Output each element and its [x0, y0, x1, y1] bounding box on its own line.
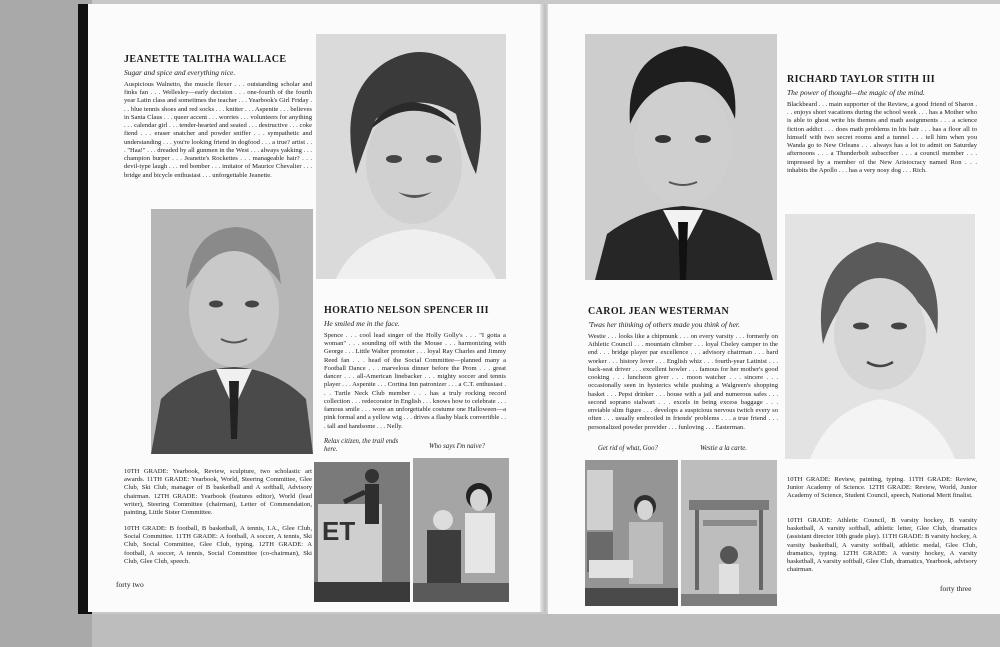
richard-name: RICHARD TAYLOR STITH III	[787, 74, 936, 85]
horatio-activities	[124, 525, 312, 566]
candid-photo-a-la-carte	[681, 460, 777, 606]
left-page	[88, 4, 543, 612]
jeanette-name: JEANETTE TALITHA WALLACE	[124, 54, 287, 65]
richard-bio: Blackbeard . . . main supporter of the Review, a good friend of Sharon . . . enjoys short vacations during the school week . . . has a Mother who is able to ghost write his themes and math assignments . . . a science fiction addict . . . does math problems in his hair . . . has a floor all to himself with two secret rooms and a tunnel . . . tell him when you Wanda go to New Orleans . . . always has a lot to admit on Saturday afternoons . . . a Thunderbolt subscriber . . . a council member . . . impressed by a member of the New Aristocracy named Ron . . . inhabits the Apollo . . . has a very nosy dog . . . Rich.	[787, 101, 977, 174]
jeanette-portrait-art	[316, 34, 506, 279]
jeanette-activities	[124, 468, 312, 517]
richard-activities	[787, 476, 977, 501]
richard-motto: The power of thought—the magic of the mind.	[787, 88, 925, 97]
page-number-right: forty three	[940, 584, 972, 593]
horatio-motto: He smiled me in the face.	[324, 319, 400, 328]
carol-portrait-art	[785, 214, 975, 459]
carol-motto: 'Twas her thinking of others made you think of her.	[588, 320, 740, 329]
candid-a-la-carte-art	[681, 460, 777, 606]
horatio-entry	[324, 305, 506, 431]
jeanette-motto: Sugar and spice and everything nice.	[124, 68, 236, 77]
horatio-name: HORATIO NELSON SPENCER III	[324, 305, 489, 316]
caption-a-la-carte: Westie a la carte.	[700, 445, 747, 452]
carol-activities	[787, 517, 977, 575]
richard-portrait	[585, 34, 777, 280]
jeanette-entry	[124, 54, 312, 180]
horatio-bio: Spence . . . cool lead singer of the Holly Golly's . . . "I gotta a woman" . . . sounding off with the Mouse . . . harmonizing with George . . . Little Walter promoter . . . loyal Ray Charles and Jimmy Reed fan . . . head of the Social Committee—planned many a Football Dance . . . marvelous dinner before the Prom . . . great dancer . . . all-American linebacker . . . mighty soccer and tennis player . . . Aspenite . . . Cortina Inn patronizer . . . a C.T. enthusiast . . . Turtle Neck Club member . . . has a truly rocking record collection . . . redecorator in English . . . knows how to celebrate . . . famous smile . . . wore an unforgettable costume one Halloween—a pink formal and a yellow wig . . . drives a flashy black convertible . . . tall and handsome . . . Nelly.	[324, 332, 506, 430]
candid-photo-trail	[314, 462, 410, 602]
candid-get-rid-art	[585, 460, 678, 606]
caption-trail-ends: Relax citizen, the trail ends here.	[324, 438, 399, 454]
richard-portrait-art	[585, 34, 777, 280]
jeanette-bio: Auspicious Walnetto, the muscle flexer . . . outstanding scholar and finks fan . . . Wellesley—early decision . . . one-fourth of the fourth year Latin class and sometimes the teacher . . . Yearbook's Girl Friday . . . blue tennis shoes and red socks . . . knitter . . . Aspenite . . . believes in Santa Claus . . . queer accent . . . worries . . . volunteers for anything . . . calendar girl . . . tender-hearted and seated . . . destructive . . . coke fiend . . . eraser snatcher and powder sniffer . . . sympathetic and understanding . . . you're looking friend in dogfood . . . a true? artist . . . "Haa!" . . . dreaded by all gunmen in the West . . . always yakking . . . champion burper . . . Jeanette's Rockettes . . . manageable hair? . . . devil-type laugh . . . red bomber . . . imitator of Maurice Chevalier . . . bridge and bicycle enthusiast . . . unforgettable Jeanette.	[124, 81, 312, 179]
caption-naive: Who says I'm naive?	[429, 443, 486, 450]
carol-activities-text: 10TH GRADE: Athletic Council, B varsity hockey, B varsity basketball, A varsity softball, athletic letter, Glee Club, dramatics (assistant director 10th grade play). 11TH GRADE: B varsity hockey, A varsity basketball, A varsity softball, athletic medal, Glee Club, dramatics, typing. 12TH GRADE: A varsity hockey, A varsity basketball, A varsity softball, Glee Club, dramatics, Yearbook, advisory chairman.	[787, 517, 977, 574]
carol-name: CAROL JEAN WESTERMAN	[588, 306, 730, 317]
candid-photo-naive	[413, 458, 509, 602]
horatio-portrait-art	[151, 209, 313, 454]
carol-bio: Westie . . . looks like a chipmunk . . . on every varsity . . . formerly on Athletic Council . . . mountain climber . . . loyal Cheley camper to the end . . . bridge player par excellence . . . advisory chairman . . . hard worker . . . history lover . . . English whiz . . . fourth-year Latinist . . . back-seat driver . . . excellent howler . . . famous for her mother's good cooking . . . luncheon giver . . . moon watcher . . . sincere . . . occasionally seen in hysterics while pushing a Walgreen's shopping basket . . . Pepsi drinker . . . house with a jail and numerous safes . . . second soprano stalwart . . . excels in being excess baggage . . . enviable slim figure . . . develops a suspicious nervous twitch every so often . . . usually embroiled in friends' problems . . . a true friend . . . personalized powder provider . . . funloving . . . Easterman.	[588, 333, 778, 431]
right-page	[548, 4, 1000, 614]
page-number-left: forty two	[116, 580, 144, 589]
richard-activities-text: 10TH GRADE: Review, painting, typing. 11TH GRADE: Review, Junior Academy of Science. 12TH GRADE: Review, World, Junior Academy of Science, Student Council, speech, National Merit finalist.	[787, 476, 977, 500]
caption-get-rid: Get rid of what, Goo?	[598, 445, 658, 452]
horatio-activities-text: 10TH GRADE: B football, B basketball, A tennis, I.A., Glee Club, Social Committee. 11TH GRADE: A football, A soccer, A tennis, Ski Club, Social Committee, Glee Club, typing. 12TH GRADE: A football, A soccer, A tennis, Social Committee (co-chairman), Ski Club, Glee Club, speech.	[124, 525, 312, 565]
carol-portrait	[785, 214, 975, 459]
scan-bottom-band	[92, 614, 1000, 647]
sign-letters: ET	[322, 516, 356, 546]
richard-entry	[787, 74, 977, 175]
candid-photo-get-rid	[585, 460, 678, 606]
jeanette-activities-text: 10TH GRADE: Yearbook, Review, sculpture, two scholastic art awards. 11TH GRADE: Yearbook, World, Steering Committee, Glee Club, Ski Club, manager of B basketball and A softball, Advisory chairman. 12TH GRADE: Yearbook (features editor), World (lead writer), Steering Committee (chairman), Letter of Commendation, painting, Little Sister Committee.	[124, 468, 312, 517]
candid-trail-art	[314, 462, 410, 602]
jeanette-portrait	[316, 34, 506, 279]
horatio-portrait	[151, 209, 313, 454]
carol-entry	[588, 306, 778, 432]
candid-naive-art	[413, 458, 509, 602]
